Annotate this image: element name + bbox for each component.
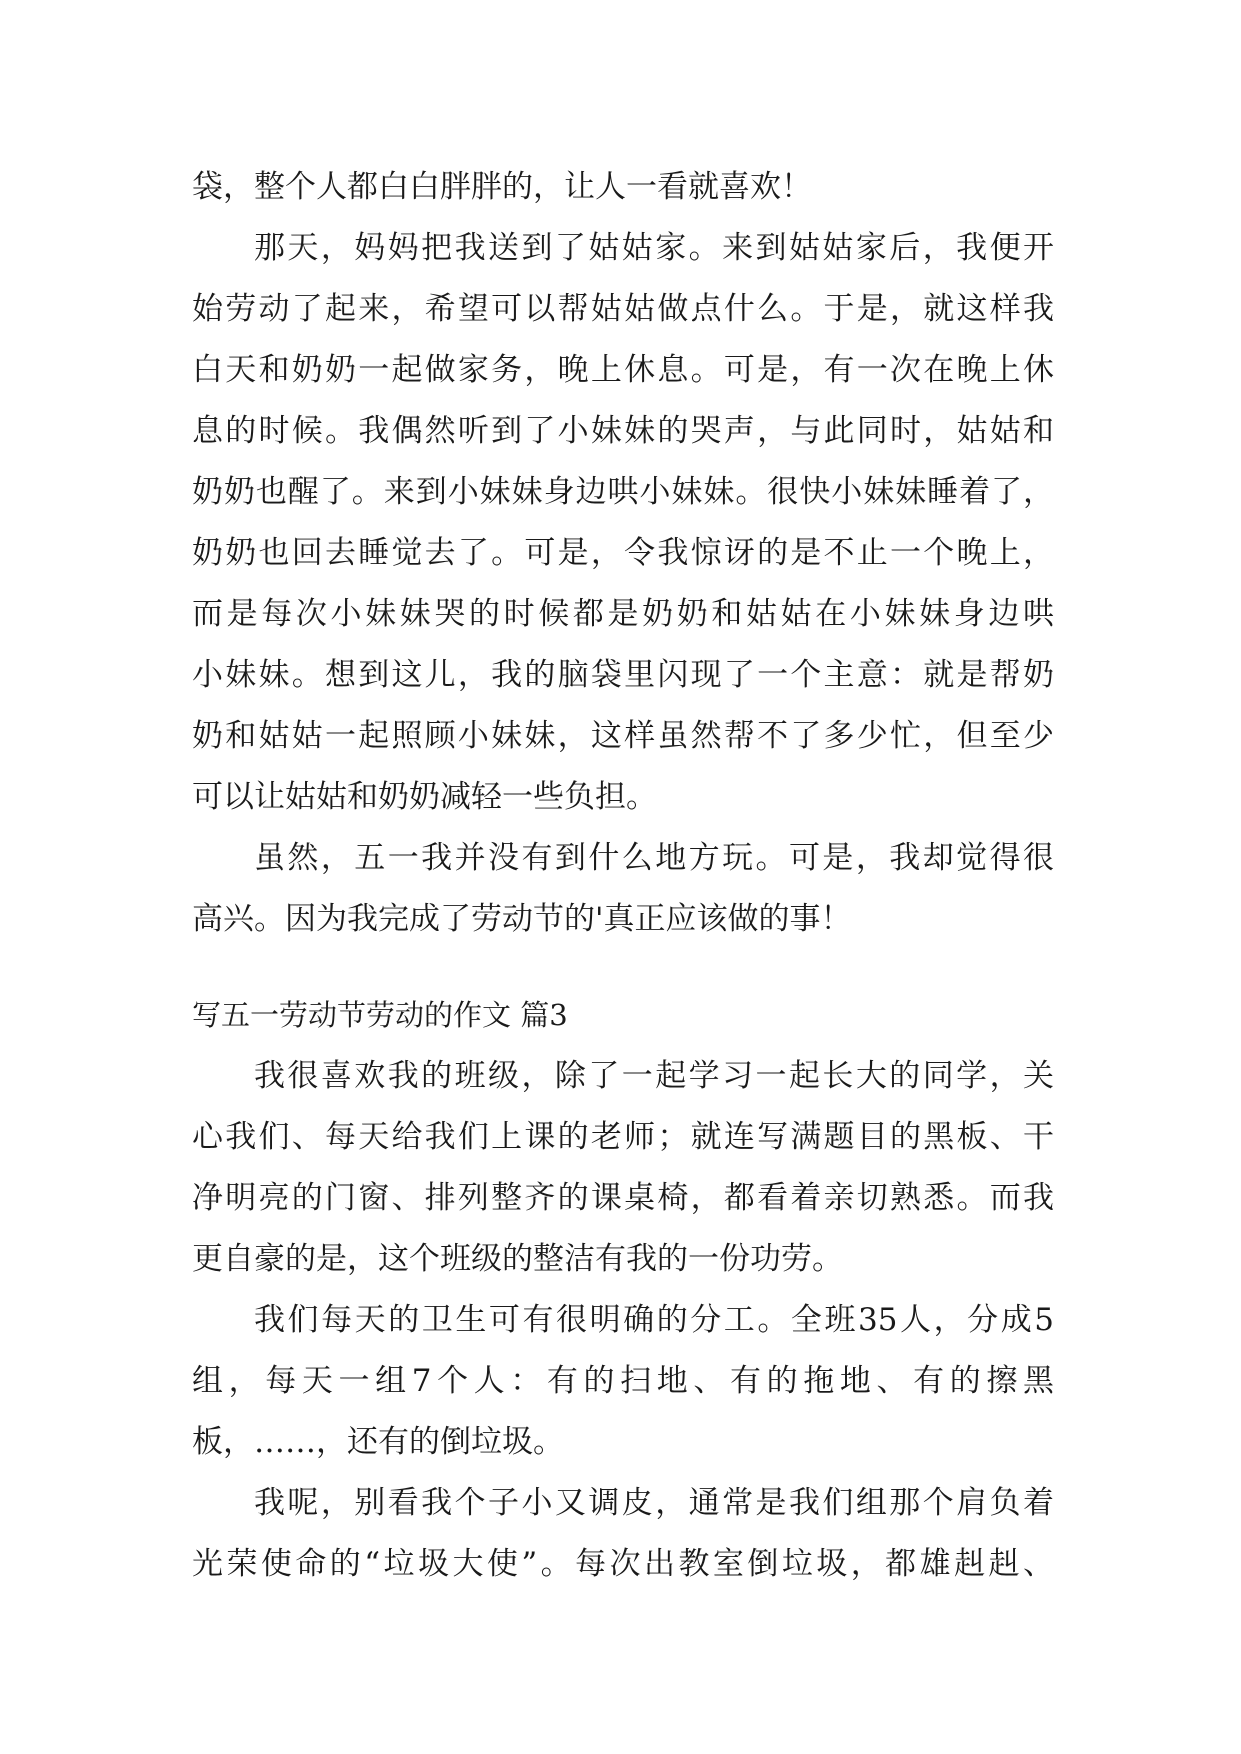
text-line: 奶奶也回去睡觉去了。可是，令我惊讶的是不止一个晚上， [192, 535, 1054, 571]
text-line: 组，每天一组7个人：有的扫地、有的拖地、有的擦黑 [192, 1363, 1054, 1399]
text-line: 我们每天的卫生可有很明确的分工。全班35人，分成5 [254, 1302, 1054, 1338]
text-line: 虽然，五一我并没有到什么地方玩。可是，我却觉得很 [254, 840, 1054, 876]
section-heading: 写五一劳动节劳动的作文 篇3 [192, 998, 568, 1032]
text-line: 我很喜欢我的班级，除了一起学习一起长大的同学，关 [254, 1058, 1054, 1094]
text-line: 那天，妈妈把我送到了姑姑家。来到姑姑家后，我便开 [254, 230, 1054, 266]
text-line: 奶和姑姑一起照顾小妹妹，这样虽然帮不了多少忙，但至少 [192, 718, 1054, 754]
text-line: 白天和奶奶一起做家务，晚上休息。可是，有一次在晚上休 [192, 352, 1054, 388]
text-line: 更自豪的是，这个班级的整洁有我的一份功劳。 [192, 1241, 843, 1277]
text-line: 板，……，还有的倒垃圾。 [192, 1424, 564, 1460]
text-line: 而是每次小妹妹哭的时候都是奶奶和姑姑在小妹妹身边哄 [192, 596, 1054, 632]
text-line: 始劳动了起来，希望可以帮姑姑做点什么。于是，就这样我 [192, 291, 1054, 327]
text-line: 袋，整个人都白白胖胖的，让人一看就喜欢！ [192, 169, 812, 205]
text-line: 可以让姑姑和奶奶减轻一些负担。 [192, 779, 657, 815]
text-line: 心我们、每天给我们上课的老师；就连写满题目的黑板、干 [192, 1119, 1054, 1155]
text-line: 高兴。因为我完成了劳动节的'真正应该做的事！ [192, 901, 852, 937]
text-line: 我呢，别看我个子小又调皮，通常是我们组那个肩负着 [254, 1485, 1054, 1521]
text-line: 光荣使命的“垃圾大使”。每次出教室倒垃圾，都雄赳赳、 [192, 1546, 1054, 1582]
text-line: 小妹妹。想到这儿，我的脑袋里闪现了一个主意：就是帮奶 [192, 657, 1054, 693]
text-line: 净明亮的门窗、排列整齐的课桌椅，都看着亲切熟悉。而我 [192, 1180, 1054, 1216]
text-line: 息的时候。我偶然听到了小妹妹的哭声，与此同时，姑姑和 [192, 413, 1054, 449]
text-line: 奶奶也醒了。来到小妹妹身边哄小妹妹。很快小妹妹睡着了， [192, 474, 1054, 510]
